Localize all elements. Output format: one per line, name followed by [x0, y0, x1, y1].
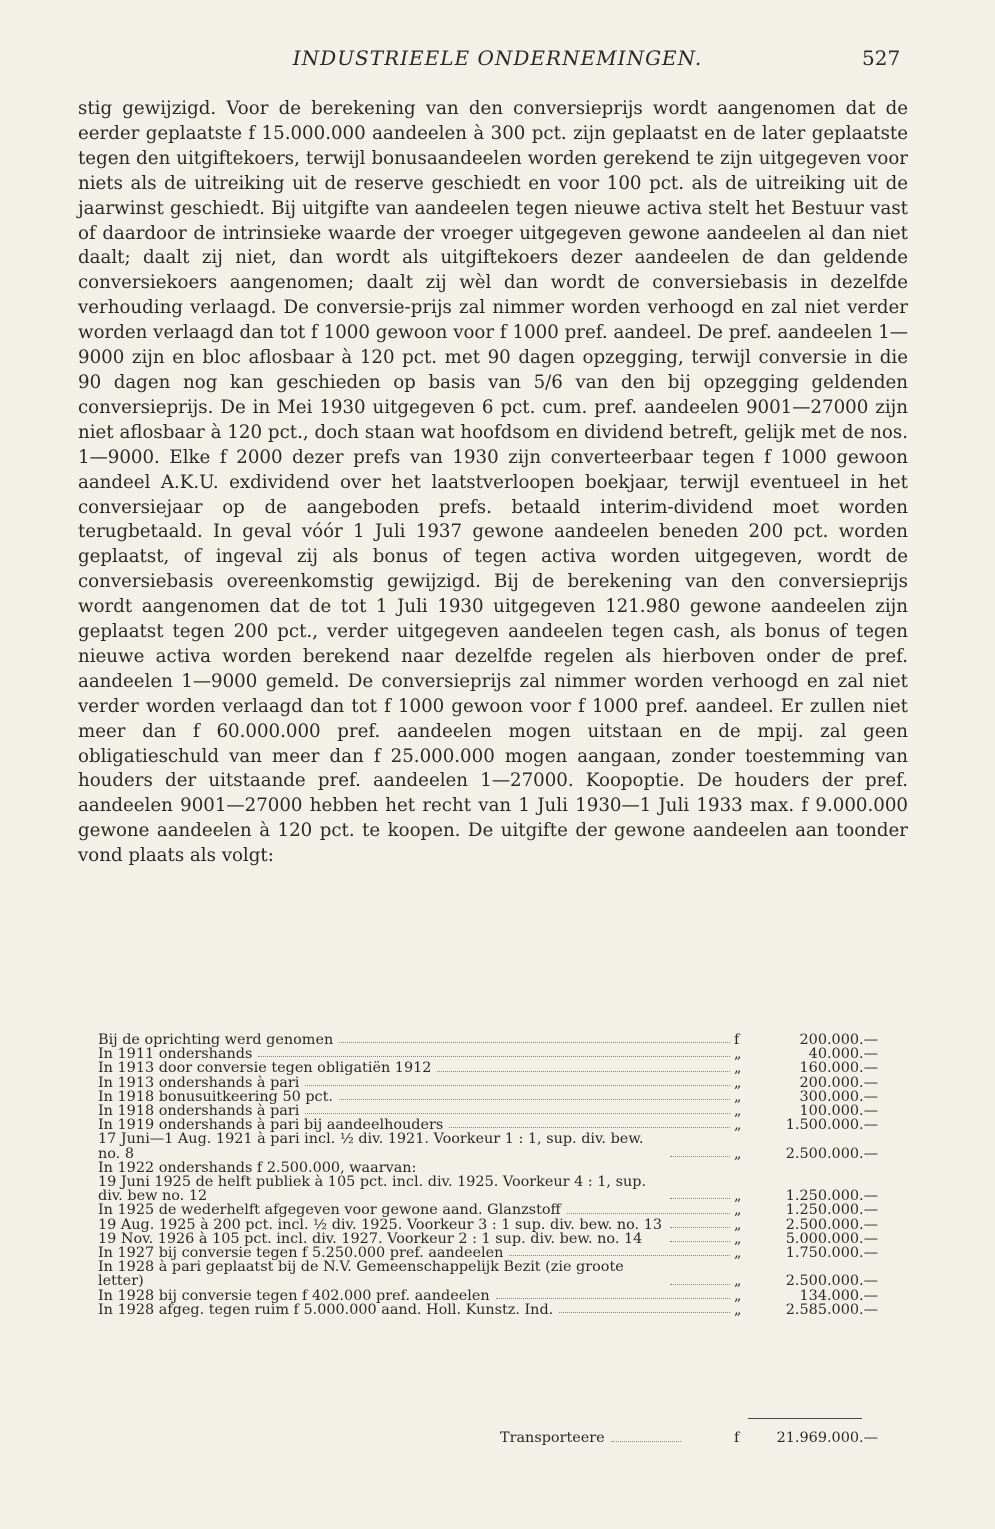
row-description: In 1922 ondershands f 2.500.000, waarvan: [98, 1159, 417, 1176]
leader-dots [611, 1430, 681, 1442]
total-label: Transporteere [500, 1430, 605, 1446]
paragraph-text: stig gewijzigd. Voor de berekening van den conversieprijs wordt aangenomen dat de eerder geplaatste f 15.000.000 aandeelen à 300 pct. zijn geplaatst en de later geplaatste tegen den uitgiftekoers, terwijl bonusaandeelen worden gerekend te zijn uitgegeven voor niets als de uitreiking uit de reserve geschiedt en voor 100 pct. als de uitreiking uit de jaarwinst geschiedt. Bij uitgifte van aandeelen tegen nieuwe activa stelt het Bestuur vast of daardoor de intrinsieke waarde der vroeger uitgegeven gewone aandeelen al dan niet daalt; daalt zij niet, dan wordt als uitgiftekoers dezer aandeelen de dan geldende conversiekoers aangenomen; daalt zij wèl dan wordt de conversiebasis in dezelfde verhouding verlaagd. De conversie-prijs zal nimmer worden verhoogd en zal niet verder worden verlaagd dan tot f 1000 gewoon voor f 1000 pref. aandeel. De pref. aandeelen 1—9000 zijn en bloc aflosbaar à 120 pct. met 90 dagen opzegging, terwijl conversie in die 90 dagen nog kan geschieden op basis van 5/6 van den bij opzegging geldenden conversieprijs. De in Mei 1930 uitgegeven 6 pct. cum. pref. aandeelen 9001—27000 zijn niet aflosbaar à 120 pct., doch staan wat hoofdsom en dividend betreft, gelijk met de nos. 1—9000. Elke f 2000 dezer prefs van 1930 zijn converteerbaar tegen f 1000 gewoon aandeel A.K.U. exdividend over het laatstverloopen boekjaar, terwijl eventueel in het conversiejaar op de aangeboden prefs. betaald interim-dividend moet worden terugbetaald. In geval vóór 1 Juli 1937 gewone aandeelen beneden 200 pct. worden geplaatst, of ingeval zij als bonus of tegen activa worden uitgegeven, wordt de conversiebasis overeenkomstig gewijzigd. Bij de berekening van den conversieprijs wordt aangenomen dat de tot 1 Juli 1930 uitgegeven 121.980 gewone aandeelen zijn geplaatst tegen 200 pct., verder uitgegeven aandeelen tegen cash, als bonus of tegen nieuwe activa worden berekend naar dezelfde regelen als hierboven onder de pref. aandeelen 1—9000 gemeld. De conversieprijs zal nimmer worden verhoogd en zal niet verder worden verlaagd dan tot f 1000 gewoon voor f 1000 pref. aandeel. Er zullen niet meer dan f 60.000.000 pref. aandeelen mogen uitstaan en de mpij. zal geen obligatieschuld van meer dan f 25.000.000 mogen aangaan, zonder toestemming van houders der uitstaande pref. aandeelen 1—27000. Koopoptie. De houders der pref. aandeelen 9001—27000 hebben het recht van 1 Juli 1930—1 Juli 1933 max. f 9.000.000 gewone aandeelen à 120 pct. te koopen. De uitgifte der gewone aandeelen aan toonder vond plaats als volgt: [78, 98, 908, 867]
row-description: In 1927 bij conversie tegen f 5.250.000 pref. aandeelen [98, 1245, 504, 1262]
row-amount: 1.500.000.— [785, 1117, 878, 1134]
row-amount: 1.250.000.— [785, 1202, 878, 1219]
leader-dots [496, 1298, 730, 1299]
row-currency: „ [734, 1301, 742, 1318]
row-currency: „ [734, 1273, 742, 1290]
row-amount: 134.000.— [799, 1287, 878, 1304]
row-description: In 1913 door conversie tegen obligatiën 1912 [98, 1060, 432, 1077]
leader-dots [449, 1127, 730, 1128]
share-issue-table [98, 1033, 878, 1317]
row-currency: „ [734, 1216, 742, 1233]
leader-dots [339, 1099, 730, 1100]
row-currency: „ [734, 1145, 742, 1162]
leader-dots [670, 1198, 730, 1199]
table-row [98, 1260, 878, 1288]
leader-dots [258, 1056, 730, 1057]
row-description: In 1928 afgeg. tegen ruim f 5.000.000 aand. Holl. Kunstz. Ind. [98, 1301, 554, 1318]
leader-dots [567, 1213, 730, 1214]
transport-total-row [500, 1430, 878, 1446]
row-description: In 1925 de wederhelft afgegeven voor gewone aand. Glanzstoff [98, 1202, 561, 1219]
row-amount: 40.000.— [808, 1046, 878, 1063]
sum-rule [748, 1418, 862, 1419]
row-currency: „ [734, 1060, 742, 1077]
table-row [98, 1161, 878, 1175]
row-description: In 1928 bij conversie tegen f 402.000 pref. aandeelen [98, 1287, 490, 1304]
leader-dots [670, 1284, 730, 1285]
row-currency: „ [734, 1202, 742, 1219]
table-row [98, 1175, 878, 1203]
row-description: 19 Aug. 1925 à 200 pct. incl. ½ div. 1925. Voorkeur 3 : 1 sup. div. bew. no. 13 [98, 1216, 663, 1233]
row-currency: „ [734, 1103, 742, 1120]
table-row [98, 1061, 878, 1075]
leader-dots [670, 1241, 730, 1242]
table-row [98, 1076, 878, 1090]
body-paragraph [78, 97, 908, 869]
total-amount: 21.969.000.— [776, 1430, 878, 1446]
row-amount: 160.000.— [799, 1060, 878, 1077]
table-row [98, 1132, 878, 1160]
leader-dots [305, 1085, 730, 1086]
table-row [98, 1232, 878, 1246]
page-number: 527 [862, 46, 901, 70]
row-description: In 1928 à pari geplaatst bij de N.V. Gemeenschappelijk Bezit (zie groote letter) [98, 1259, 624, 1290]
table-row [98, 1047, 878, 1061]
row-currency: „ [734, 1245, 742, 1262]
leader-dots [437, 1071, 730, 1072]
row-currency: f [734, 1032, 740, 1048]
row-currency: „ [734, 1188, 742, 1205]
row-description: In 1918 bonusuitkeering 50 pct. [98, 1088, 333, 1105]
total-currency: f [734, 1430, 740, 1446]
row-currency: „ [734, 1088, 742, 1105]
row-amount: 2.500.000.— [785, 1216, 878, 1233]
leader-dots [509, 1255, 730, 1256]
table-row [98, 1033, 878, 1047]
row-currency: „ [734, 1117, 742, 1134]
row-description: In 1913 ondershands à pari [98, 1074, 300, 1091]
table-row [98, 1303, 878, 1317]
row-description: 19 Juni 1925 de helft publiek à 105 pct. incl. div. 1925. Voorkeur 4 : 1, sup. div. bew no. 12 [98, 1174, 647, 1205]
running-title: INDUSTRIEELE ONDERNEMINGEN. [292, 46, 703, 70]
row-description: In 1919 ondershands à pari bij aandeelhouders [98, 1117, 444, 1134]
row-amount: 5.000.000.— [785, 1230, 878, 1247]
row-currency: „ [734, 1287, 742, 1304]
row-description: 19 Nov. 1926 à 105 pct. incl. div. 1927. Voorkeur 2 : 1 sup. div. bew. no. 14 [98, 1230, 643, 1247]
leader-dots [339, 1042, 730, 1043]
row-amount: 2.500.000.— [785, 1145, 878, 1162]
leader-dots [670, 1227, 730, 1228]
leader-dots [559, 1312, 730, 1313]
row-description: In 1918 ondershands à pari [98, 1103, 300, 1120]
row-amount: 1.250.000.— [785, 1188, 878, 1205]
table-row [98, 1203, 878, 1217]
row-amount: 100.000.— [799, 1103, 878, 1120]
row-description: Bij de oprichting werd genomen [98, 1032, 334, 1048]
row-amount: 2.500.000.— [785, 1273, 878, 1290]
leader-dots [305, 1113, 730, 1114]
row-amount: 200.000.— [799, 1032, 878, 1048]
leader-dots [670, 1156, 730, 1157]
row-amount: 2.585.000.— [785, 1301, 878, 1318]
page-header [0, 46, 995, 76]
row-description: 17 Juni—1 Aug. 1921 à pari incl. ½ div. 1921. Voorkeur 1 : 1, sup. div. bew. no. 8 [98, 1131, 644, 1162]
row-currency: „ [734, 1230, 742, 1247]
row-currency: „ [734, 1074, 742, 1091]
table-row [98, 1289, 878, 1303]
row-amount: 300.000.— [799, 1088, 878, 1105]
table-row [98, 1218, 878, 1232]
row-amount: 1.750.000.— [785, 1245, 878, 1262]
row-amount: 200.000.— [799, 1074, 878, 1091]
row-currency: „ [734, 1046, 742, 1063]
table-row [98, 1090, 878, 1104]
row-description: In 1911 ondershands [98, 1046, 253, 1063]
